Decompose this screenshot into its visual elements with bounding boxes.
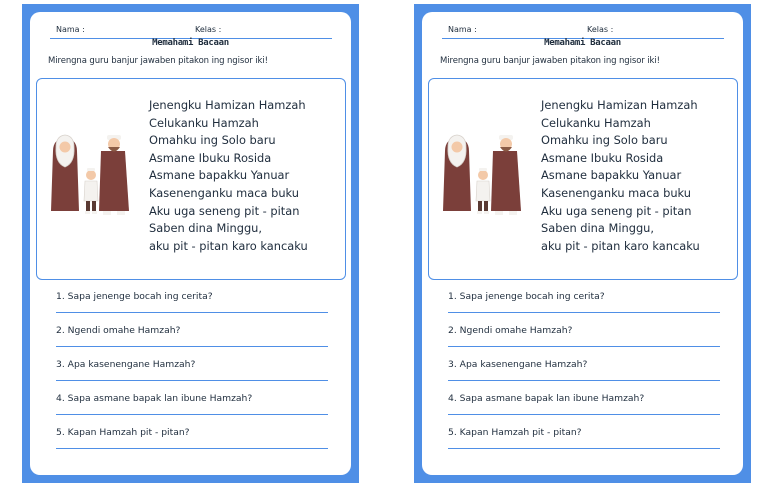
story-box bbox=[428, 78, 738, 280]
question-text: 3. Apa kasenengane Hamzah? bbox=[448, 359, 588, 370]
answer-line[interactable] bbox=[448, 346, 720, 347]
question-item bbox=[56, 322, 328, 356]
question-item bbox=[448, 322, 720, 356]
story-line: Asmane bapakku Yanuar bbox=[541, 168, 682, 183]
question-text: 5. Kapan Hamzah pit - pitan? bbox=[56, 427, 190, 438]
question-item bbox=[56, 390, 328, 424]
answer-line[interactable] bbox=[56, 346, 328, 347]
worksheet-title: Memahami Bacaan bbox=[152, 38, 229, 48]
family-illustration bbox=[45, 123, 141, 223]
question-text: 2. Ngendi omahe Hamzah? bbox=[56, 325, 181, 336]
story-line: aku pit - pitan karo kancaku bbox=[149, 238, 308, 253]
question-item bbox=[56, 424, 328, 458]
answer-line[interactable] bbox=[448, 312, 720, 313]
name-class-line bbox=[50, 22, 332, 39]
question-item bbox=[56, 356, 328, 390]
story-line: Omahku ing Solo baru bbox=[541, 133, 668, 148]
story-line: Asmane Ibuku Rosida bbox=[541, 150, 664, 165]
name-label: Nama : bbox=[448, 25, 477, 34]
answer-line[interactable] bbox=[56, 380, 328, 381]
class-label: Kelas : bbox=[587, 25, 614, 34]
answer-line[interactable] bbox=[56, 414, 328, 415]
story-line: Aku uga seneng pit - pitan bbox=[149, 203, 300, 218]
answer-line[interactable] bbox=[56, 448, 328, 449]
story-line: Aku uga seneng pit - pitan bbox=[541, 203, 692, 218]
story-line: Celukanku Hamzah bbox=[149, 115, 259, 130]
worksheet-title: Memahami Bacaan bbox=[544, 38, 621, 48]
story-line: Jenengku Hamizan Hamzah bbox=[149, 98, 306, 112]
story-line: Saben dina Minggu, bbox=[149, 221, 263, 236]
question-item bbox=[448, 288, 720, 322]
worksheet-card bbox=[30, 12, 351, 475]
story-line: aku pit - pitan karo kancaku bbox=[541, 238, 700, 253]
answer-line[interactable] bbox=[448, 380, 720, 381]
question-text: 4. Sapa asmane bapak lan ibune Hamzah? bbox=[56, 393, 253, 404]
story-text bbox=[149, 97, 308, 255]
answer-line[interactable] bbox=[56, 312, 328, 313]
question-text: 5. Kapan Hamzah pit - pitan? bbox=[448, 427, 582, 438]
name-label: Nama : bbox=[56, 25, 85, 34]
instruction-text: Mirengna guru banjur jawaben pitakon ing ngisor iki! bbox=[48, 56, 268, 66]
worksheet-left bbox=[22, 4, 359, 483]
question-text: 1. Sapa jenenge bocah ing cerita? bbox=[448, 291, 605, 302]
story-line: Saben dina Minggu, bbox=[541, 221, 655, 236]
story-line: Kasenenganku maca buku bbox=[541, 185, 692, 200]
question-list bbox=[448, 288, 720, 458]
question-text: 1. Sapa jenenge bocah ing cerita? bbox=[56, 291, 213, 302]
instruction-text: Mirengna guru banjur jawaben pitakon ing ngisor iki! bbox=[440, 56, 660, 66]
story-line: Asmane Ibuku Rosida bbox=[149, 150, 272, 165]
story-line: Asmane bapakku Yanuar bbox=[149, 168, 290, 183]
question-list bbox=[56, 288, 328, 458]
story-text bbox=[541, 97, 700, 255]
question-item bbox=[448, 390, 720, 424]
answer-line[interactable] bbox=[448, 448, 720, 449]
question-item bbox=[448, 424, 720, 458]
answer-line[interactable] bbox=[448, 414, 720, 415]
question-item bbox=[56, 288, 328, 322]
story-box bbox=[36, 78, 346, 280]
class-label: Kelas : bbox=[195, 25, 222, 34]
story-line: Kasenenganku maca buku bbox=[149, 185, 300, 200]
question-text: 4. Sapa asmane bapak lan ibune Hamzah? bbox=[448, 393, 645, 404]
question-text: 3. Apa kasenengane Hamzah? bbox=[56, 359, 196, 370]
story-line: Omahku ing Solo baru bbox=[149, 133, 276, 148]
question-text: 2. Ngendi omahe Hamzah? bbox=[448, 325, 573, 336]
story-line: Jenengku Hamizan Hamzah bbox=[541, 98, 698, 112]
name-class-line bbox=[442, 22, 724, 39]
story-line: Celukanku Hamzah bbox=[541, 115, 651, 130]
worksheet-right bbox=[414, 4, 751, 483]
family-illustration bbox=[437, 123, 533, 223]
question-item bbox=[448, 356, 720, 390]
worksheet-card bbox=[422, 12, 743, 475]
